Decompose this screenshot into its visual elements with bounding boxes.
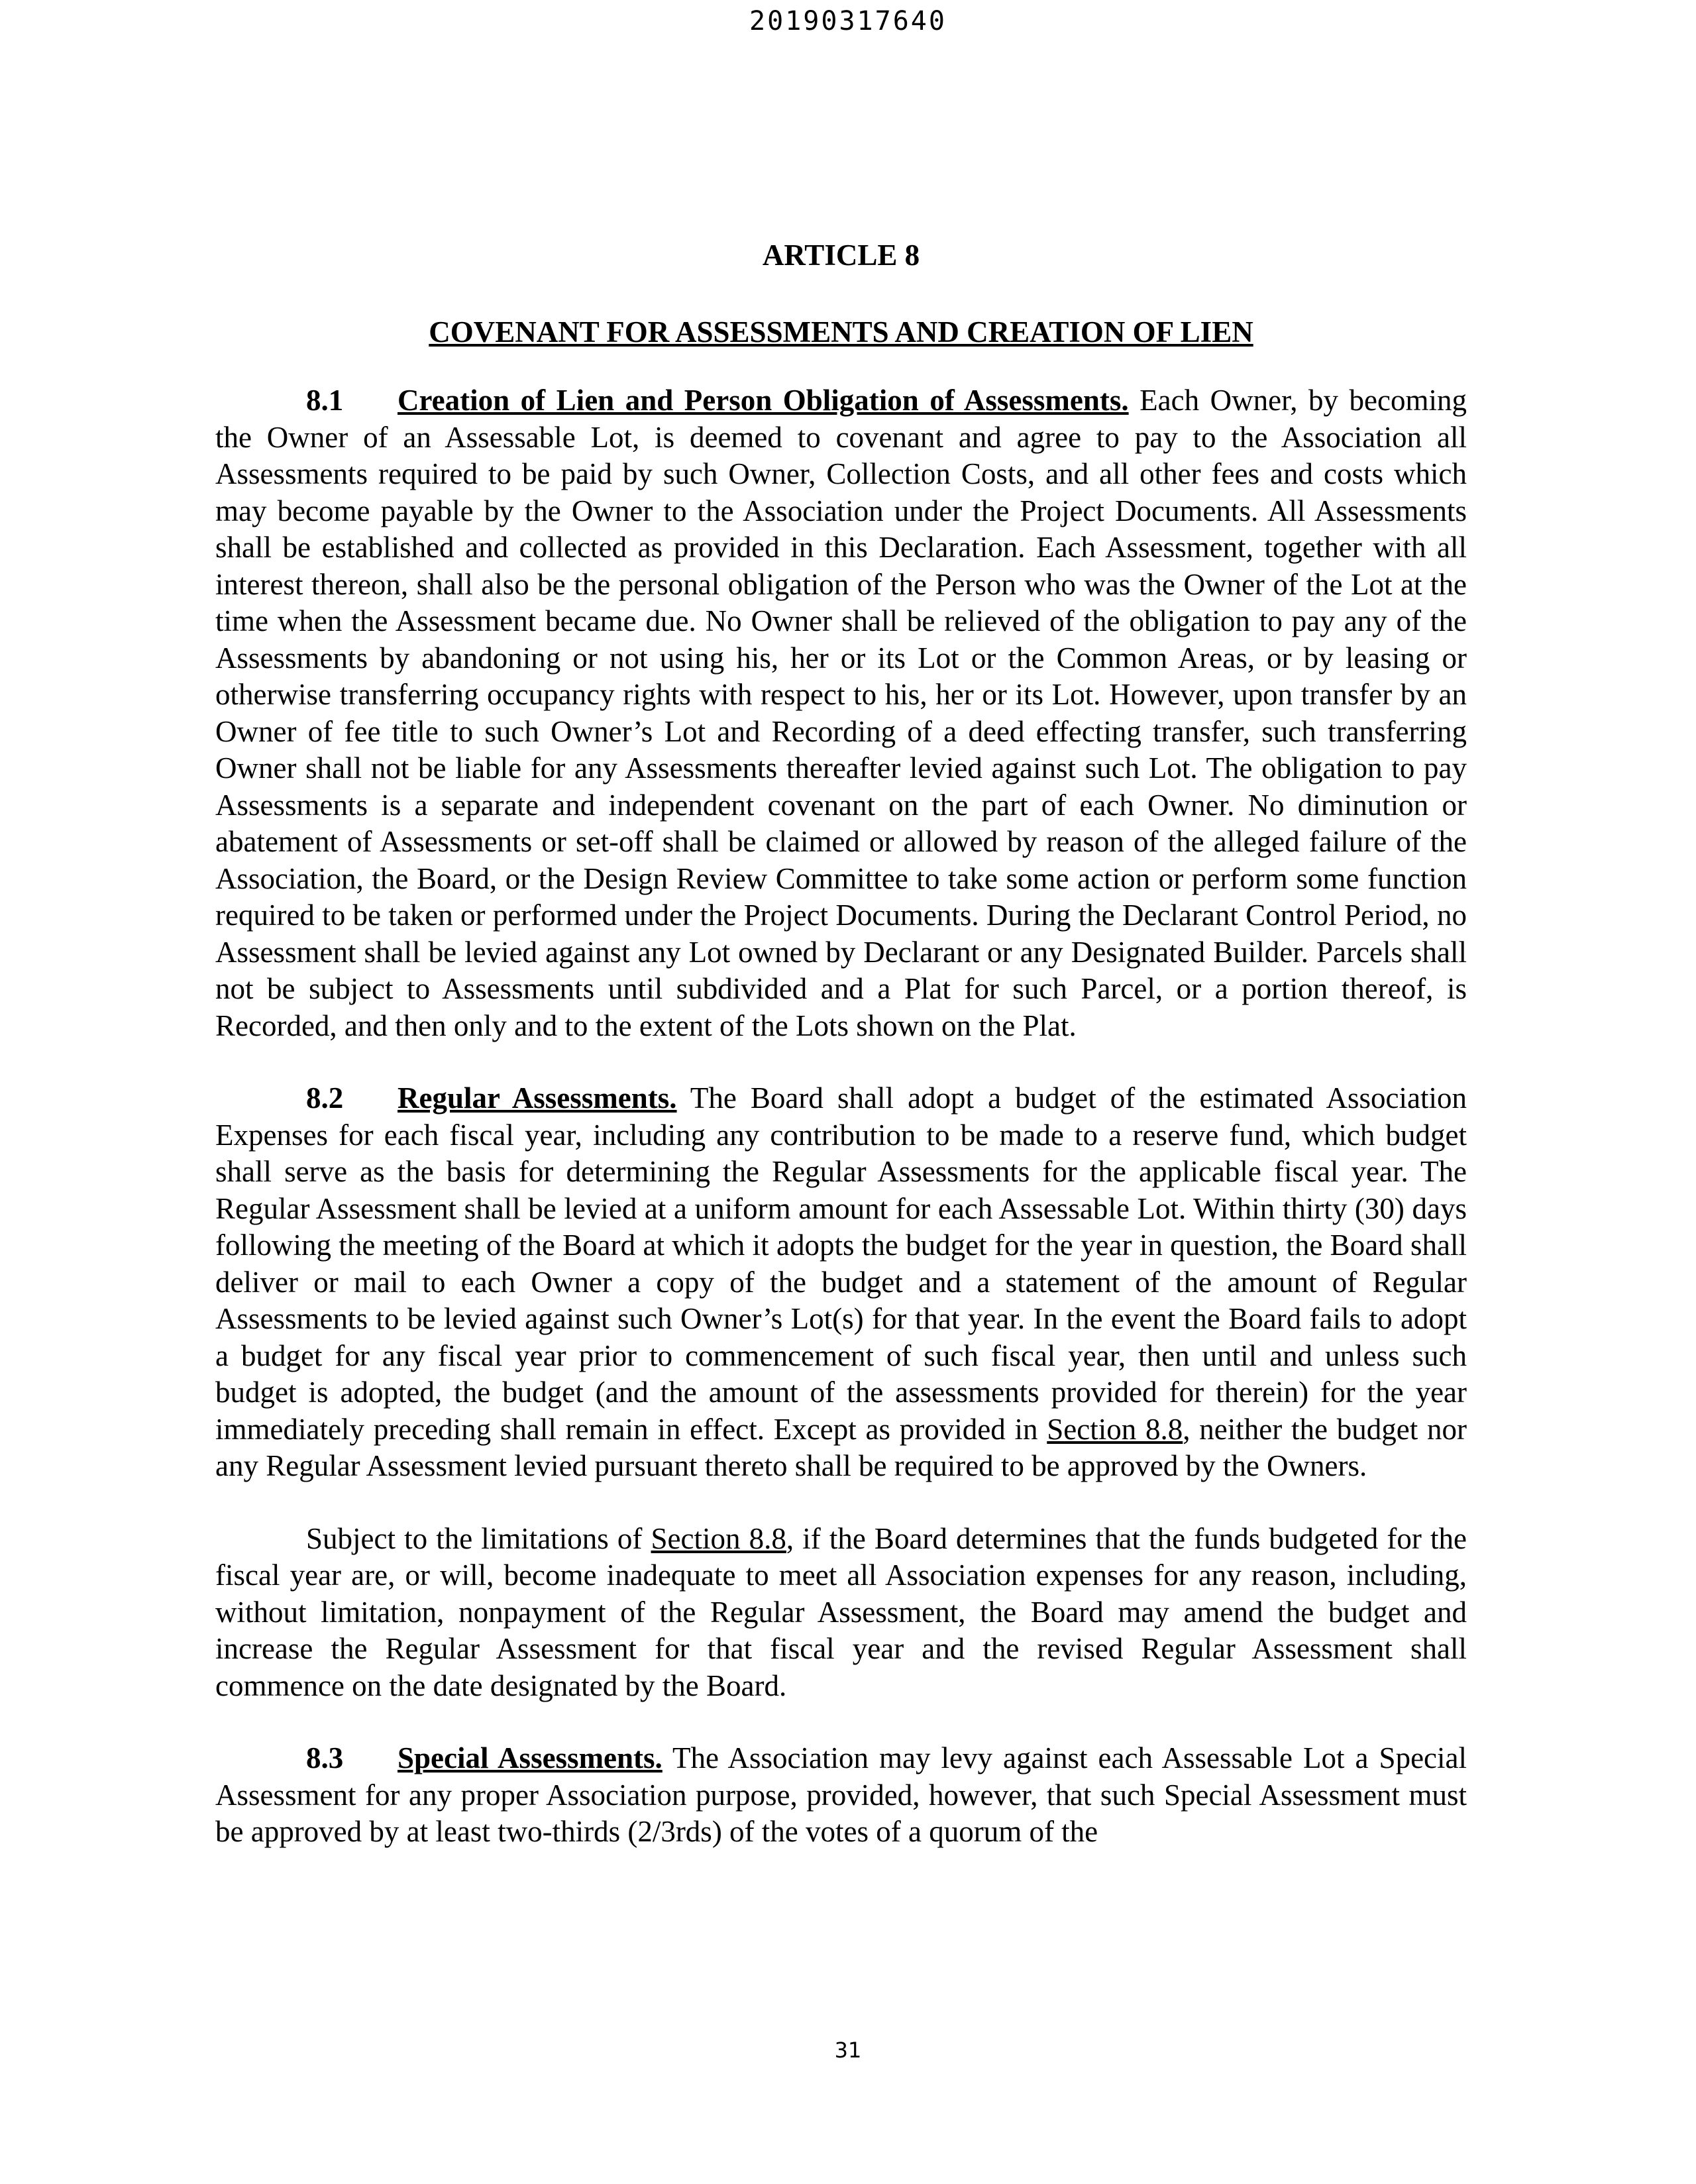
section-8-1-paragraph xyxy=(215,382,1467,1044)
article-title: COVENANT FOR ASSESSMENTS AND CREATION OF LIEN xyxy=(429,315,1253,349)
section-8-3-paragraph xyxy=(215,1740,1467,1851)
section-title: Regular Assessments. xyxy=(398,1081,677,1115)
section-reference: Section 8.8 xyxy=(651,1521,786,1555)
section-8-2-continuation-paragraph xyxy=(215,1521,1467,1705)
section-text: The Board shall adopt a budget of the estimated Association Expenses for each fiscal year, including any contribution to be made to a reserve fund, which budget shall serve as the basis for determining the Regular Assessments for the applicable fiscal year. The Regular Assessment shall be levied at a uniform amount for each Assessable Lot. Within thirty (30) days following the meeting of the Board at which it adopts the budget for the year in question, the Board shall deliver or mail to each Owner a copy of the budget and a statement of the amount of Regular Assessments to be levied against such Owner’s Lot(s) for that year. In the event the Board fails to adopt a budget for any fiscal year prior to commencement of such fiscal year, then until and unless such budget is adopted, the budget (and the amount of the assessments provided for therein) for the year immediately preceding shall remain in effect. Except as provided in xyxy=(215,1081,1467,1446)
section-8-2-paragraph xyxy=(215,1080,1467,1485)
section-text: , if the Board determines that the funds budgeted for the fiscal year are, or will, become inadequate to meet all Association expenses for any reason, including, without limitation, nonpayment of the Regular Assessment, the Board may amend the budget and increase the Regular Assessment for that fiscal year and the revised Regular Assessment shall commence on the date designated by the Board. xyxy=(215,1521,1467,1702)
document-body xyxy=(215,237,1467,1886)
section-number: 8.3 xyxy=(306,1741,344,1774)
section-text: Each Owner, by becoming the Owner of an Assessable Lot, is deemed to covenant and agree to pay to the Association all Assessments required to be paid by such Owner, Collection Costs, and all other fees and costs which may become payable by the Owner to the Association under the Project Documents. All Assessments shall be established and collected as provided in this Declaration. Each Assessment, together with all interest thereon, shall also be the personal obligation of the Person who was the Owner of the Lot at the time when the Assessment became due. No Owner shall be relieved of the obligation to pay any of the Assessments by abandoning or not using his, her or its Lot or the Common Areas, or by leasing or otherwise transferring occupancy rights with respect to his, her or its Lot. However, upon transfer by an Owner of fee title to such Owner’s Lot and Recording of a deed effecting transfer, such transferring Owner shall not be liable for any Assessments thereafter levied against such Lot. The obligation to pay Assessments is a separate and independent covenant on the part of each Owner. No diminution or abatement of Assessments or set-off shall be claimed or allowed by reason of the alleged failure of the Association, the Board, or the Design Review Committee to take some action or perform some function required to be taken or performed under the Project Documents. During the Declarant Control Period, no Assessment shall be levied against any Lot owned by Declarant or any Designated Builder. Parcels shall not be subject to Assessments until subdivided and a Plat for such Parcel, or a portion thereof, is Recorded, and then only and to the extent of the Lots shown on the Plat. xyxy=(215,384,1467,1042)
article-heading: ARTICLE 8 xyxy=(762,239,920,272)
section-reference: Section 8.8 xyxy=(1047,1412,1183,1446)
section-title: Special Assessments. xyxy=(398,1741,662,1774)
document-number: 20190317640 xyxy=(749,6,947,36)
page-number: 31 xyxy=(834,2038,862,2063)
section-number: 8.2 xyxy=(306,1081,344,1115)
section-number: 8.1 xyxy=(306,384,344,417)
section-text: Subject to the limitations of xyxy=(306,1521,651,1555)
section-title: Creation of Lien and Person Obligation of Assessments. xyxy=(398,384,1129,417)
section-text: The Association may levy against each Assessable Lot a Special Assessment for any proper Association purpose, provided, however, that such Special Assessment must be approved by at least two-thirds (2/3rds) of the votes of a quorum of the xyxy=(215,1741,1467,1848)
section-text: , neither the budget nor any Regular Assessment levied pursuant thereto shall be required to be approved by the Owners. xyxy=(215,1412,1467,1482)
